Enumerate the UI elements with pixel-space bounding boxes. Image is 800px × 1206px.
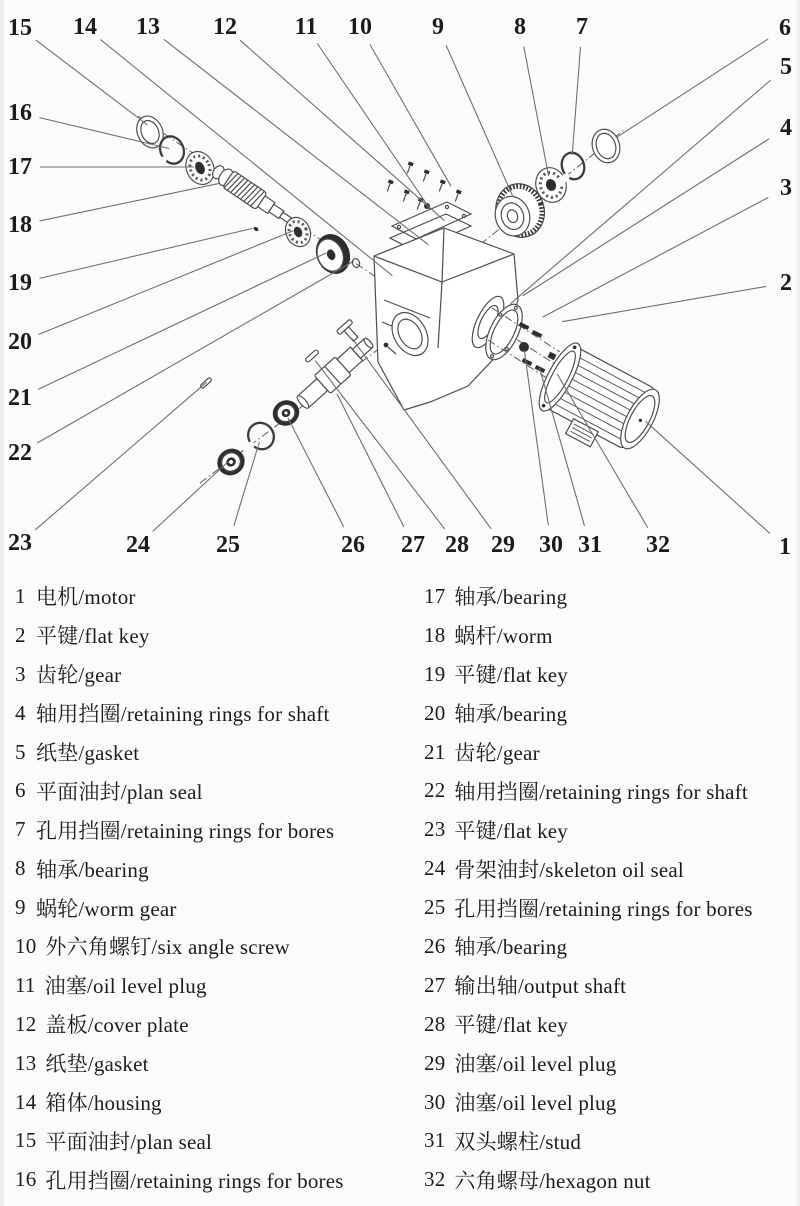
part-label: 箱体/housing bbox=[45, 1091, 162, 1116]
leader-line-20 bbox=[39, 231, 294, 335]
part-item-17 bbox=[424, 577, 798, 616]
callout-number-5: 5 bbox=[780, 54, 792, 80]
callout-number-24: 24 bbox=[126, 532, 150, 558]
part-label: 纸垫/gasket bbox=[36, 741, 140, 765]
leader-line-26 bbox=[288, 418, 344, 527]
leader-line-19 bbox=[40, 229, 253, 279]
callout-number-30: 30 bbox=[539, 532, 563, 558]
part-item-3 bbox=[15, 655, 415, 694]
part-item-16 bbox=[15, 1160, 415, 1199]
parts-list-column-right bbox=[424, 577, 798, 1199]
part-number: 24 bbox=[424, 856, 446, 881]
part-label: 轴用挡圈/retaining rings for shaft bbox=[454, 779, 748, 804]
part-item-28 bbox=[424, 1005, 798, 1044]
part-item-13 bbox=[15, 1044, 415, 1083]
oil-plug-29-drawing bbox=[336, 319, 362, 345]
retaining-ring-22-drawing bbox=[351, 258, 361, 269]
worm-18-drawing bbox=[209, 161, 300, 231]
output-shaft-27-drawing bbox=[293, 333, 379, 413]
part-number: 11 bbox=[15, 972, 36, 997]
part-number: 3 bbox=[15, 661, 26, 686]
part-label: 轴承/bearing bbox=[36, 857, 149, 882]
part-number: 10 bbox=[15, 933, 37, 958]
flat-key-19-drawing bbox=[253, 226, 259, 232]
part-label: 轴用挡圈/retaining rings for shaft bbox=[36, 702, 330, 727]
part-item-23 bbox=[424, 810, 798, 849]
part-number: 21 bbox=[424, 739, 446, 764]
worm-shaft-assembly-drawing bbox=[132, 112, 361, 279]
part-label: 孔用挡圈/retaining rings for bores bbox=[45, 1168, 344, 1193]
part-number: 9 bbox=[15, 895, 26, 920]
part-number: 14 bbox=[15, 1089, 37, 1114]
part-number: 25 bbox=[424, 895, 446, 920]
callout-number-28: 28 bbox=[445, 532, 469, 558]
part-item-4 bbox=[15, 694, 415, 733]
part-number: 5 bbox=[15, 739, 26, 764]
part-label: 平面油封/plan seal bbox=[36, 779, 203, 804]
parts-list bbox=[0, 577, 800, 1206]
leader-line-1 bbox=[646, 421, 771, 533]
part-number: 29 bbox=[424, 1050, 446, 1075]
part-label: 纸垫/gasket bbox=[45, 1052, 149, 1077]
callout-number-15: 15 bbox=[8, 15, 32, 41]
part-number: 22 bbox=[424, 778, 446, 803]
leader-line-3 bbox=[543, 197, 769, 317]
part-label: 轴承/bearing bbox=[454, 585, 568, 610]
motor-assembly-drawing bbox=[478, 299, 667, 454]
part-item-5 bbox=[15, 733, 415, 772]
part-item-20 bbox=[424, 694, 798, 733]
leader-line-15 bbox=[36, 40, 147, 125]
callout-number-11: 11 bbox=[294, 14, 318, 40]
leader-line-7 bbox=[572, 47, 580, 155]
part-label: 平键/flat key bbox=[454, 663, 568, 688]
gear-21-drawing bbox=[310, 229, 356, 279]
part-number: 19 bbox=[424, 661, 446, 686]
plan-seal-15-drawing bbox=[132, 112, 168, 152]
leader-line-21 bbox=[38, 253, 326, 390]
part-number: 27 bbox=[424, 972, 446, 997]
part-label: 输出轴/output shaft bbox=[454, 974, 627, 999]
part-number: 31 bbox=[424, 1128, 446, 1153]
part-item-30 bbox=[424, 1083, 798, 1122]
callout-number-4: 4 bbox=[780, 115, 792, 141]
part-item-18 bbox=[424, 616, 798, 655]
leader-line-27 bbox=[337, 394, 404, 527]
callout-number-2: 2 bbox=[780, 270, 792, 296]
part-item-19 bbox=[424, 655, 798, 694]
exploded-view-diagram bbox=[0, 0, 800, 565]
callout-number-13: 13 bbox=[136, 14, 160, 40]
callout-number-8: 8 bbox=[514, 14, 526, 40]
leader-line-18 bbox=[40, 183, 219, 221]
part-item-7 bbox=[15, 810, 415, 849]
callout-number-20: 20 bbox=[8, 329, 32, 355]
callout-number-26: 26 bbox=[341, 532, 365, 558]
part-number: 18 bbox=[424, 622, 446, 647]
part-number: 26 bbox=[424, 933, 446, 958]
leader-line-11 bbox=[317, 44, 427, 205]
leader-line-22 bbox=[37, 262, 352, 443]
part-number: 13 bbox=[15, 1050, 37, 1075]
callout-number-10: 10 bbox=[348, 14, 372, 40]
leader-line-14 bbox=[101, 40, 393, 276]
callout-number-16: 16 bbox=[8, 100, 32, 126]
part-item-14 bbox=[15, 1083, 415, 1122]
part-number: 7 bbox=[15, 817, 26, 842]
part-item-6 bbox=[15, 771, 415, 810]
part-label: 孔用挡圈/retaining rings for bores bbox=[454, 896, 753, 921]
leader-line-2 bbox=[562, 286, 766, 321]
callout-number-18: 18 bbox=[8, 212, 32, 238]
part-label: 轴承/bearing bbox=[454, 702, 568, 727]
callout-number-9: 9 bbox=[432, 14, 444, 40]
part-item-15 bbox=[15, 1121, 415, 1160]
callout-number-7: 7 bbox=[576, 14, 588, 40]
callout-number-21: 21 bbox=[8, 385, 32, 411]
callout-number-31: 31 bbox=[578, 532, 602, 558]
part-label: 外六角螺钉/six angle screw bbox=[45, 935, 290, 960]
part-number: 12 bbox=[15, 1011, 37, 1036]
retaining-ring-25-drawing bbox=[243, 418, 279, 454]
part-item-11 bbox=[15, 966, 415, 1005]
callout-number-17: 17 bbox=[8, 154, 32, 180]
part-label: 电机/motor bbox=[36, 585, 136, 610]
leader-line-4 bbox=[523, 139, 769, 296]
part-item-12 bbox=[15, 1005, 415, 1044]
leader-line-9 bbox=[446, 45, 513, 197]
part-label: 平键/flat key bbox=[36, 624, 150, 649]
callout-number-32: 32 bbox=[646, 532, 670, 558]
part-item-9 bbox=[15, 888, 415, 927]
plan-seal-6-drawing bbox=[588, 126, 624, 167]
callout-number-25: 25 bbox=[216, 532, 240, 558]
callout-number-12: 12 bbox=[213, 14, 237, 40]
part-number: 23 bbox=[424, 817, 446, 842]
part-item-25 bbox=[424, 888, 798, 927]
part-number: 6 bbox=[15, 778, 26, 803]
part-number: 2 bbox=[15, 622, 26, 647]
part-item-26 bbox=[424, 927, 798, 966]
leader-line-12 bbox=[240, 40, 445, 221]
part-label: 平键/flat key bbox=[454, 1013, 568, 1038]
part-item-2 bbox=[15, 616, 415, 655]
leader-line-13 bbox=[164, 39, 429, 245]
part-label: 平面油封/plan seal bbox=[45, 1129, 213, 1154]
flat-key-28-drawing bbox=[305, 349, 319, 362]
part-label: 油塞/oil level plug bbox=[454, 1052, 617, 1077]
part-label: 骨架油封/skeleton oil seal bbox=[454, 857, 684, 882]
part-number: 28 bbox=[424, 1011, 446, 1036]
leader-line-8 bbox=[524, 47, 549, 176]
part-label: 平键/flat key bbox=[454, 818, 568, 843]
part-label: 盖板/cover plate bbox=[45, 1013, 189, 1038]
callout-number-22: 22 bbox=[8, 440, 32, 466]
leader-line-23 bbox=[35, 382, 206, 530]
part-label: 齿轮/gear bbox=[454, 741, 540, 765]
part-number: 8 bbox=[15, 856, 26, 881]
part-item-32 bbox=[424, 1160, 798, 1199]
part-label: 齿轮/gear bbox=[36, 663, 122, 688]
part-item-1 bbox=[15, 577, 415, 616]
part-number: 4 bbox=[15, 700, 26, 725]
callout-number-19: 19 bbox=[8, 270, 32, 296]
callout-number-23: 23 bbox=[8, 530, 32, 556]
part-label: 油塞/oil level plug bbox=[44, 974, 207, 999]
part-label: 轴承/bearing bbox=[454, 935, 568, 960]
part-item-29 bbox=[424, 1044, 798, 1083]
part-item-24 bbox=[424, 849, 798, 888]
part-label: 蜗轮/worm gear bbox=[36, 896, 177, 921]
part-label: 双头螺柱/stud bbox=[454, 1129, 582, 1154]
part-item-27 bbox=[424, 966, 798, 1005]
callout-number-1: 1 bbox=[779, 534, 791, 560]
part-item-21 bbox=[424, 733, 798, 772]
callout-number-6: 6 bbox=[779, 15, 791, 41]
part-number: 30 bbox=[424, 1089, 446, 1114]
retaining-ring-7-drawing bbox=[558, 150, 587, 182]
part-item-10 bbox=[15, 927, 415, 966]
callout-number-27: 27 bbox=[401, 532, 425, 558]
part-number: 32 bbox=[424, 1167, 446, 1192]
callout-number-29: 29 bbox=[491, 532, 515, 558]
part-number: 20 bbox=[424, 700, 446, 725]
parts-list-column-left bbox=[15, 577, 415, 1199]
part-item-8 bbox=[15, 849, 415, 888]
part-number: 16 bbox=[15, 1167, 37, 1192]
part-label: 油塞/oil level plug bbox=[454, 1091, 617, 1116]
callout-number-14: 14 bbox=[73, 14, 97, 40]
callout-number-3: 3 bbox=[780, 175, 792, 201]
part-item-22 bbox=[424, 771, 798, 810]
part-number: 17 bbox=[424, 583, 446, 608]
output-shaft-assembly-drawing bbox=[200, 319, 378, 481]
leader-line-24 bbox=[153, 461, 229, 531]
leader-line-6 bbox=[616, 39, 769, 138]
part-label: 孔用挡圈/retaining rings for bores bbox=[36, 818, 335, 843]
part-number: 15 bbox=[15, 1128, 37, 1153]
part-number: 1 bbox=[15, 583, 26, 608]
bearing-17-drawing bbox=[181, 147, 219, 189]
part-label: 六角螺母/hexagon nut bbox=[454, 1168, 651, 1193]
part-item-31 bbox=[424, 1121, 798, 1160]
part-label: 蜗杆/worm bbox=[454, 624, 553, 649]
